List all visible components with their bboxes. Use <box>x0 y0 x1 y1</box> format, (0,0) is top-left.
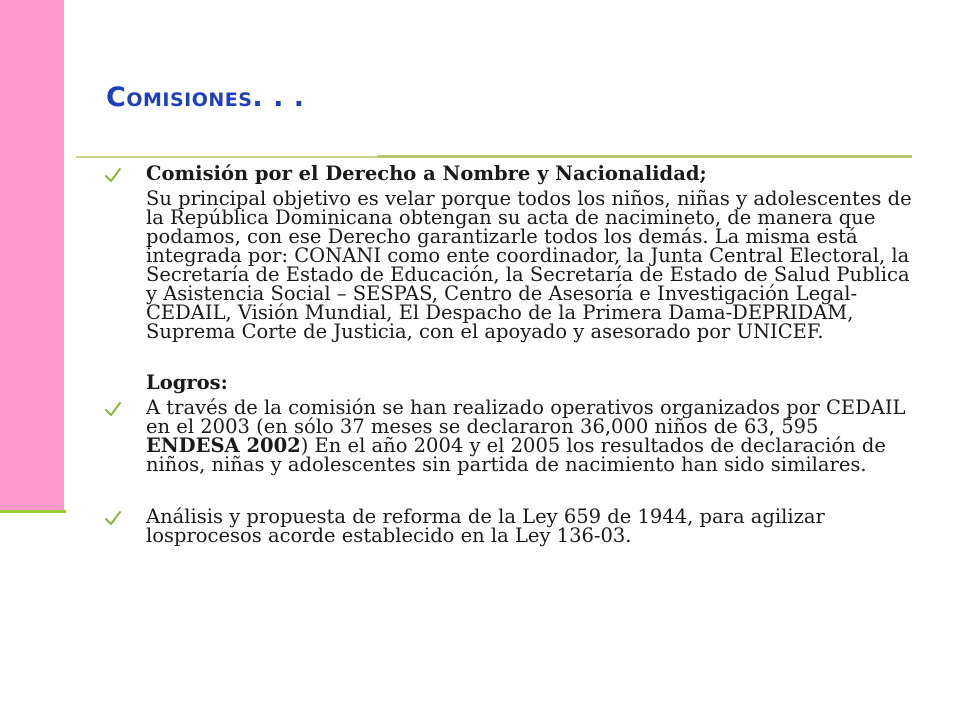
achievement-1-before: A través de la comisión se han realizado operativos organizados por CEDAIL en el 2003 (en sólo 37 meses se declararon 36,000 niños de 63, 595 <box>146 396 906 438</box>
bullet-achievement-1 <box>104 398 916 474</box>
achievement-1-after: ) En el año 2004 y el 2005 los resultados de declaración de niños, niñas y adolescentes sin partida de nacimiento han sido similares. <box>146 434 886 476</box>
decorative-pink-bar <box>0 0 64 512</box>
achievement-1-text <box>146 396 906 476</box>
checkmark-icon <box>104 510 122 526</box>
decorative-green-line <box>0 510 66 513</box>
commission-heading: Comisión por el Derecho a Nombre y Nacionalidad; <box>146 162 707 185</box>
page-title: Comisiones. . . <box>106 82 305 113</box>
logros-heading: Logros: <box>146 371 228 394</box>
achievement-1-bold: ENDESA 2002 <box>146 434 301 457</box>
achievement-2-text: Análisis y propuesta de reforma de la Ley 659 de 1944, para agilizar losprocesos acorde establecido en la Ley 136-03. <box>146 505 825 547</box>
slide-content <box>104 164 916 545</box>
title-divider-accent <box>378 155 912 158</box>
commission-paragraph: Su principal objetivo es velar porque todos los niños, niñas y adolescentes de la República Dominicana obtengan su acta de nacimineto, de manera que podamos, con ese Derecho garantizarle todos los demás. La misma está integrada por: CONANI como ente coordinador, la Junta Central Electoral, la Secretaría de Estado de Educación, la Secretaría de Estado de Salud Publica y Asistencia Social – SESPAS, Centro de Asesoría e Investigación Legal- CEDAIL, Visión Mundial, El Despacho de la Primera Dama-DEPRIDAM, Suprema Corte de Justicia, con el apoyado y asesorado por UNICEF. <box>146 187 912 343</box>
bullet-commission-heading <box>104 164 916 183</box>
checkmark-icon <box>104 401 122 417</box>
bullet-achievement-2 <box>104 507 916 545</box>
checkmark-icon <box>104 167 122 183</box>
